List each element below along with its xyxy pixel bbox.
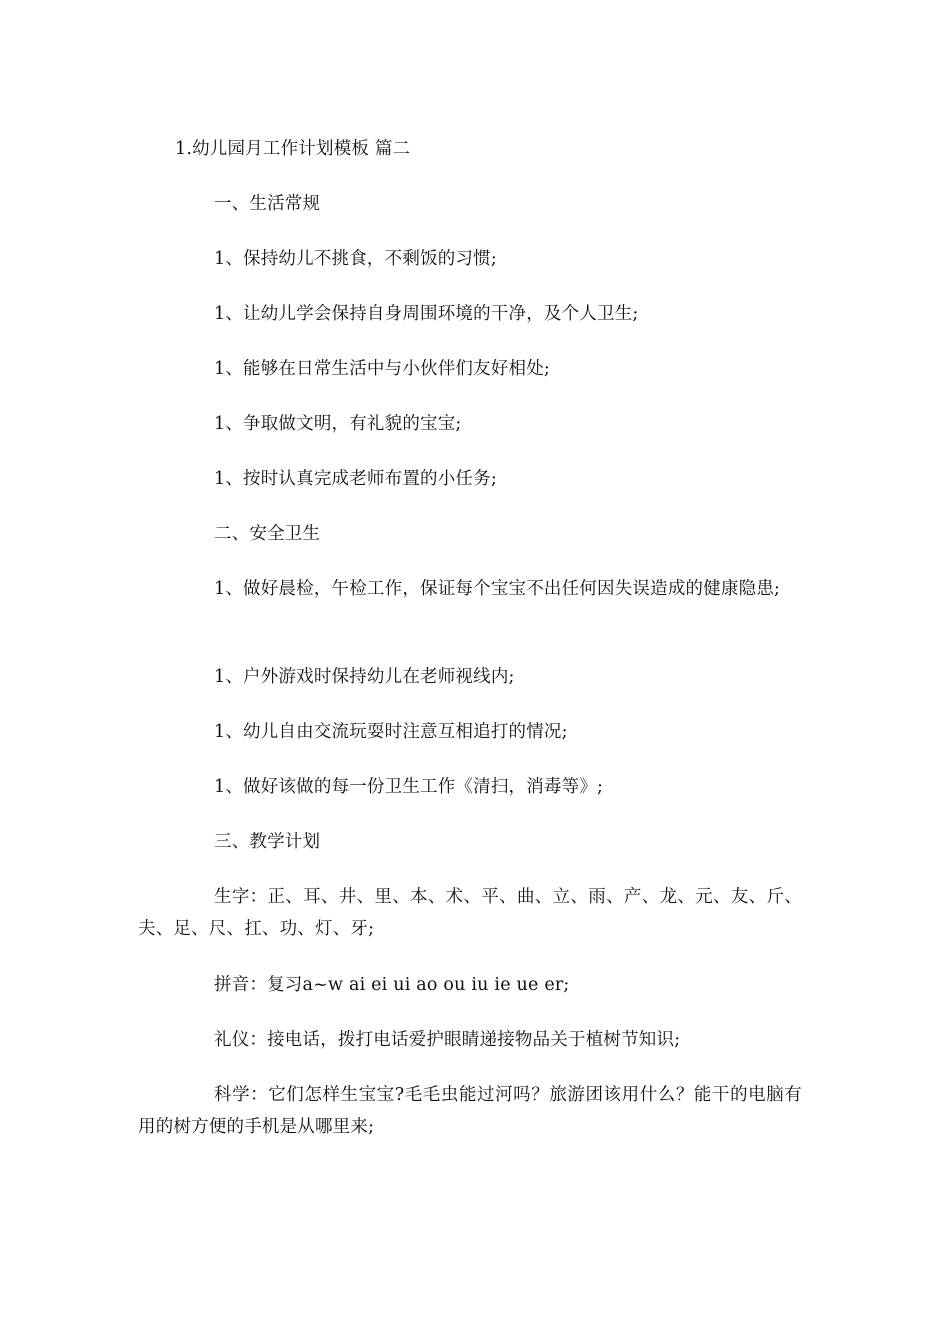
list-item: 拼音：复习a~w ai ei ui ao ou iu ie ue er; [214,975,570,995]
list-item: 生字：正、耳、井、里、本、术、平、曲、立、雨、产、龙、元、友、斤、夫、足、尺、扛、功、灯、牙; [138,887,802,939]
list-item: 礼仪：接电话，拨打电话爱护眼睛递接物品关于植树节知识; [214,1030,681,1050]
list-item: 1、保持幼儿不挑食，不剩饭的习惯; [214,249,497,269]
list-item: 1、幼儿自由交流玩耍时注意互相追打的情况; [214,722,568,742]
section-heading-safety-hygiene: 二、安全卫生 [214,524,321,544]
section-heading-life-routine: 一、生活常规 [214,194,321,214]
list-item: 1、做好该做的每一份卫生工作《清扫，消毒等》; [214,777,604,797]
list-item: 1、户外游戏时保持幼儿在老师视线内; [214,667,515,687]
list-item: 1、按时认真完成老师布置的小任务; [214,469,497,489]
list-item: 1、做好晨检，午检工作，保证每个宝宝不出任何因失误造成的健康隐患; [214,579,781,599]
list-item: 1、争取做文明，有礼貌的宝宝; [214,414,462,434]
section-heading-teaching-plan: 三、教学计划 [214,832,321,852]
list-item: 1、能够在日常生活中与小伙伴们友好相处; [214,359,551,379]
list-item: 科学：它们怎样生宝宝?毛毛虫能过河吗？旅游团该用什么？能干的电脑有用的树方便的手机是从哪里来; [138,1085,802,1137]
document-title: 1.幼儿园月工作计划模板 篇二 [175,139,411,159]
list-item: 1、让幼儿学会保持自身周围环境的干净，及个人卫生; [214,304,639,324]
